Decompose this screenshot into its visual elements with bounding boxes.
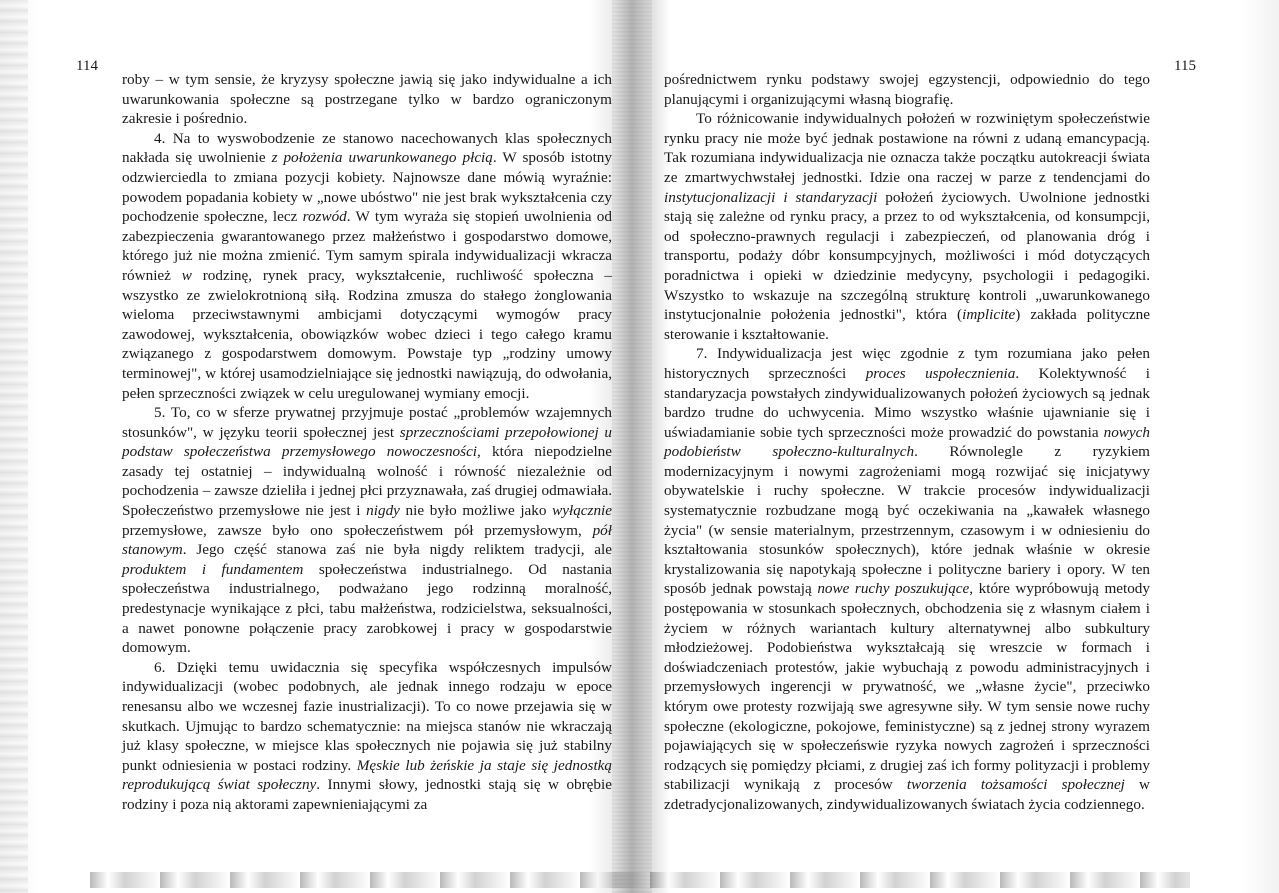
text-run: . W sposób istotny odzwierciedla to zmiana pozycji kobiety. Najnowsze dane mówią wyraźnie: powodem popadania kobiety w „nowe ubóstwo" nie jest brak wykształcenia czy pochodzenie społeczne, lecz [122, 149, 612, 226]
text-run: 6. Dzięki temu uwidacznia się specyfika współczesnych impulsów indywidualizacji (wobec podobnych, ale jednak innego rodzaju w epoce renesansu albo we wczesnej fazie inustrializacji). To co nowe przejawia się w skutkach. Ujmując to bardzo schematycznie: na miejsca stanów nie wkraczają już klasy społeczne, w miejsce klas społecznych nie pojawia się już stabilny punkt odniesienia w postaci rodziny. [122, 658, 612, 774]
text-run: położeń życiowych. Uwolnione jednostki stają się zależne od rynku pracy, a przez to od wykształcenia, od konsumpcji, od społeczno-prawnych regulacji i zabezpieczeń, od planowania dróg i transportu, podaży dóbr konsumpcyjnych, możliwości i mód dotyczących poradnictwa i opieki w dziedzinie medycyny, psychologii i pedagogiki. Wszystko to wskazuje na szczególną strukturę kontroli „uwarunkowanego instytucjonalnie położenia jednostki", która ( [664, 188, 1150, 324]
text-run: 5. To, co w sferze prywatnej przyjmuje postać „problemów wzajemnych stosunków", w języku teorii społecznej jest [122, 404, 612, 441]
italic-text: w [181, 266, 192, 284]
italic-text: wyłącznie [552, 502, 612, 520]
italic-text: implicite [962, 306, 1016, 324]
paragraph [122, 403, 612, 658]
scan-edge-left [0, 0, 28, 893]
text-run: ) zakłada polityczne sterowanie i kształtowanie. [664, 306, 1151, 343]
italic-text: pół stanowym [122, 521, 612, 559]
text-run: roby – w tym sensie, że kryzysy społeczne jawią się jako indywidualne a ich uwarunkowania społeczne są postrzegane tylko w bardzo ograniczonym zakresie i pośrednio. [122, 71, 612, 128]
paragraph [664, 344, 1150, 814]
italic-text: instytucjonalizacji i standaryzacji [664, 188, 878, 206]
italic-text: nowe ruchy poszukujące [817, 580, 970, 598]
italic-text: proces uspołecznienia [865, 364, 1016, 382]
paragraph [122, 129, 612, 403]
scan-bottom-edge [90, 872, 1190, 888]
text-run: , która niepodzielne zasady tej ostatniej – indywidualną wolność i równość niezależnie od pochodzenia – zawsze dzieliła i jednej płci przyznawała, zaś drugiej odmawiała. Społeczeństwo przemysłowe nie jest i [122, 443, 613, 520]
text-run: . Innymi słowy, jednostki stają się w obrębie rodziny i poza nią aktorami zapewnieniającymi za [122, 776, 612, 813]
italic-text: nowych podobieństw społeczno-kulturalnych [664, 423, 1150, 461]
text-run: 7. Indywidualizacja jest więc zgodnie z tym rozumiana jako pełen historycznych sprzeczności [664, 345, 1150, 382]
text-run: rodzinę, rynek pracy, wykształcenie, ruchliwość społeczna – wszystko ze zwielokrotnioną siłą. Rodzina zmusza do stałego żonglowania wieloma przeciwstawnymi ambicjami dotyczącymi wymogów pracy zawodowej, wykształcenia, obowiązków wobec dzieci i tego całego kramu związanego z gospodarstwem domowym. Powstaje typ „rodziny umowy terminowej", w której usamodzielniające się jednostki nawiązują, do odwołania, pełen sprzeczności związek w celu uregulowanej wymiany emocji. [122, 266, 612, 402]
book-gutter [612, 0, 652, 893]
italic-text: sprzecznościami przepołowionej u podstaw społeczeństwa przemysłowego nowoczesności [122, 423, 612, 461]
italic-text: rozwód [302, 208, 347, 226]
italic-text: tworzenia tożsamości społecznej [906, 776, 1125, 794]
right-page-text [664, 70, 1150, 815]
paragraph [664, 109, 1150, 344]
text-run: . W tym wyraża się stopień uwolnienia od zabezpieczenia gwarantowanego przez małżeństwo i gospodarstwo domowe, którego już nie można zmienić. Tym samym spirala indywidualizacji wkracza również [122, 208, 612, 284]
text-run: . Kolektywność i standaryzacja powstałych zindywidualizowanych położeń życiowych są jednak bardzo trudne do uchwycenia. Mimo wszystko właśnie ujawnianie się i uświadamianie sobie tych sprzeczności może prowadzić do powstania [664, 364, 1150, 441]
italic-text: produktem i fundamentem [122, 560, 304, 578]
paragraph [664, 70, 1150, 109]
left-page-text [122, 70, 612, 815]
text-run: . Jego część stanowa zaś nie była nigdy reliktem tradycji, ale [182, 541, 612, 559]
page-number-right: 115 [1174, 58, 1196, 74]
text-run: społeczeństwa industrialnego. Od nastania społeczeństwa industrialnego, podważano jego rodzinną moralność, predestynacje wynikające z płci, tabu małżeństwa, rodzicielstwa, seksualności, a nawet ponowne połączenie pracy zarobkowej i pracy w gospodarstwie domowym. [122, 560, 612, 657]
paragraph [122, 70, 612, 129]
text-run: . Równolegle z ryzykiem modernizacyjnym i nowymi zagrożeniami mogą rozwijać się inicjatywy obywatelskie i ruchy społeczne. W trakcie procesów indywidualizacji systematycznie rozbudzane mogą być oczekiwania na „kawałek własnego życia" (w sensie materialnym, przestrzennym, czasowym i w odniesieniu do kształtowania stosunków społecznych), które jednak właśnie w okresie krystalizowania się napotykają społeczne i polityczne bariery i opory. W ten sposób jednak powstają [664, 443, 1151, 598]
italic-text: Męskie lub żeńskie ja staje się jednostką reprodukującą świat społeczny [122, 756, 613, 794]
text-run: nie było możliwe jako [399, 502, 553, 520]
text-run: 4. Na to wyswobodzenie ze stanowo nacechowanych klas społecznych nakłada się uwolnienie [122, 129, 612, 167]
text-run: , które wypróbowują metody postępowania w stosunkach społecznych, obchodzenia się z własnym ciałem i życiem w różnych wariantach kultury alternatywnej albo subkultury młodzieżowej. Podobieństwa wykształcają się wreszcie w formach i doświadczeniach protestów, jakie wybuchają z powodu administracyjnych i przemysłowych ingerencji w prywatność, we „własne życie", przeciwko którym owe protesty rozwijają swe agresywne siły. W tym sensie nowe ruchy społeczne (ekologiczne, pokojowe, feministyczne) są z jednej strony wyrazem pojawiających się w społeczeńswie ryzyka nowych zagrożeń i sprzeczności rodzących się pomiędzy płciami, z drugiej zaś ich formy polityzacji i problemy stabilizacji wynikają z procesów [664, 580, 1150, 794]
text-run: przemysłowe, zawsze było ono społeczeństwem pół przemysłowym, [122, 521, 593, 539]
page-number-left: 114 [76, 58, 98, 74]
italic-text: nigdy [366, 502, 400, 520]
text-run: pośrednictwem rynku podstawy swojej egzystencji, odpowiednio do tego planującymi i organizującymi własną biografię. [664, 71, 1150, 108]
text-run: To różnicowanie indywidualnych położeń w rozwiniętym społeczeństwie rynku pracy nie może być jednak postawione na równi z udaną emancypacją. Tak rozumiana indywidualizacja nie oznacza także początku autokreacji świata ze zmartwychwstałej jednostki. Idzie ona raczej w parze z tendencjami do [664, 110, 1150, 186]
italic-text: z położenia uwarunkowanego płcią [271, 149, 493, 167]
text-run: w zdetradycjonalizowanych, zindywidualizowanych światach życia codziennego. [664, 776, 1150, 813]
paragraph [122, 658, 612, 815]
